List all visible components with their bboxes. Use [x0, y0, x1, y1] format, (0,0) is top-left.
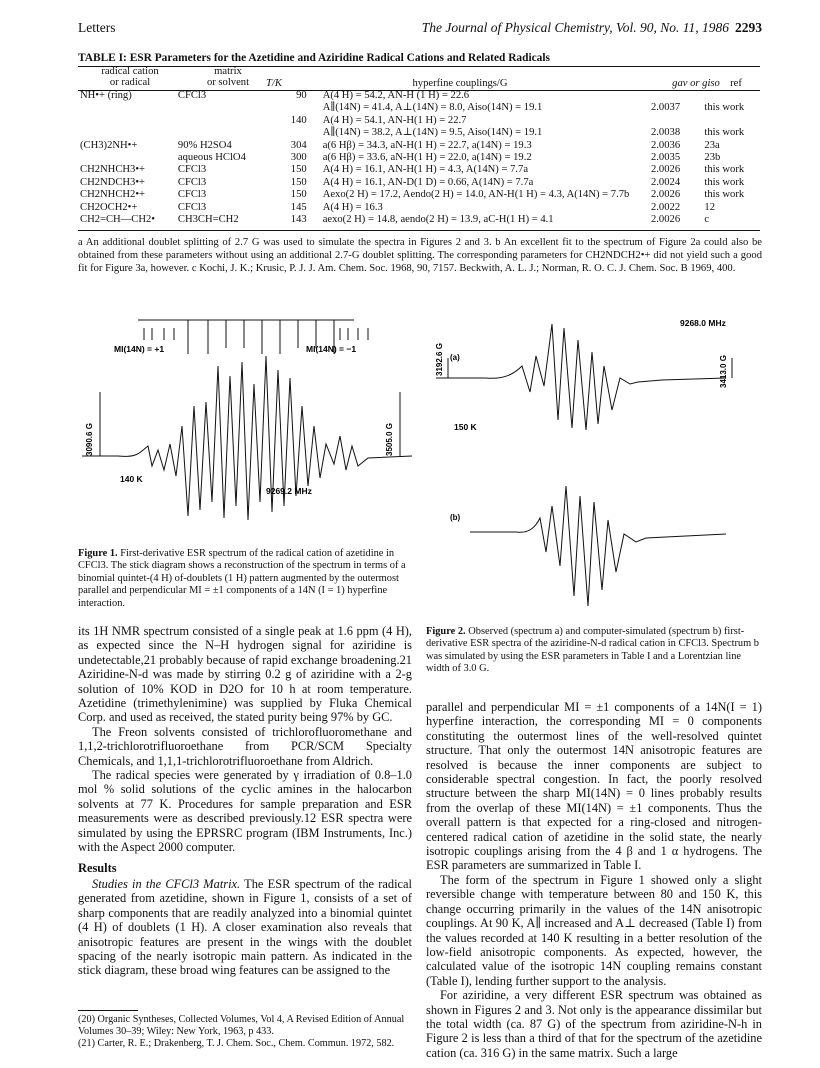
cell-coupling: A∥(14N) = 41.4, A⊥(14N) = 8.0, Aiso(14N) = 19.1	[322, 102, 543, 114]
fig2-field-left: 3192.6 G	[435, 343, 444, 376]
cell-radical	[78, 152, 176, 164]
cell-matrix: aqueous HClO4	[177, 152, 246, 164]
cell-radical: NH•+ (ring)	[80, 90, 132, 101]
cell-g: 2.0026	[650, 214, 681, 226]
cell-g: 2.0036	[650, 139, 681, 151]
right-p1: parallel and perpendicular MI = ±1 components of a 14N(I = 1) hyperfine interaction, the corresponding MI = 0 components constituting the outermost lines of the well-resolved quintet structure. That only the outermost 14N anisotropic features are resolved is because the inner components are subject to considerable spectral congestion. In fact, the poorly resolved structure between the sharp MI(14N) = 0 lines probably results from the overlap of these MI(14N) = ±1 components. Thus the overall pattern is that expected for a ring-closed and nitrogen-centered radical cation of azetidine in the solid state, the nearly isotropic couplings arising from the 4 β and 1 α hydrogens. The ESR parameters are summarized in Table I.	[426, 700, 762, 873]
cell-matrix: 90% H2SO4	[177, 139, 232, 151]
cell-radical	[78, 115, 176, 127]
left-p3: The radical species were generated by γ irradiation of 0.8–1.0 mol % solid solutions of the cyclic amines in the halocarbon solvents at 77 K. Procedures for sample preparation and ESR measurements were as described previously.12 ESR spectra were simulated by using the EPRSRC program (IBM Instruments, Inc.) with the Aspect 2000 computer.	[78, 768, 412, 855]
cell-g: 2.0022	[650, 201, 681, 213]
table-row	[78, 152, 760, 164]
fig2-freq: 9268.0 MHz	[680, 318, 726, 328]
cell-ref: 12	[704, 201, 716, 213]
cell-t: 300	[290, 152, 307, 164]
cell-g	[649, 115, 702, 127]
cell-ref: this work	[704, 164, 745, 176]
table-bottom-rule	[78, 230, 760, 231]
table-row	[78, 214, 760, 226]
cell-matrix: CH3CH=CH2	[177, 214, 239, 226]
right-p2: The form of the spectrum in Figure 1 showed only a slight reversible change with temperature between 80 and 150 K, this change occurring primarily in the values of the 14N anisotropic couplings. At 90 K, A∥ increased and A⊥ decreased (Table I) from the values recorded at 140 K resulting in a better resolution of the low-field anisotropic components. As expected, however, the calculated value of the isotropic 14N coupling remains constant (Table I), lending further support to the analysis.	[426, 872, 762, 988]
cell-radical: CH2OCH2•+	[80, 201, 138, 213]
cell-t: 143	[290, 214, 307, 226]
cell-coupling: aexo(2 H) = 14.8, aendo(2 H) = 13.9, aC-H(1 H) = 4.1	[322, 214, 554, 226]
cell-ref: this work	[704, 189, 745, 201]
figure1-caption: Figure 1. First-derivative ESR spectrum of the radical cation of azetidine in CFCl3. The stick diagram shows a reconstruction of the spectrum in terms of a binomial quintet-(4 H) of-doublets (1 H) pattern augmented by the outermost parallel and perpendicular MI = ±1 components of a 14N (I = 1) hyperfine interaction.	[78, 548, 406, 609]
cell-t: 304	[290, 139, 307, 151]
ref-20: (20) Organic Syntheses, Collected Volumes, Vol 4, A Revised Edition of Annual Volumes 30–39; Wiley: New York, 1963, p 433.	[78, 1014, 405, 1037]
fig1-label-minus: MI(14N) = −1	[306, 344, 357, 354]
th-radical: radical cation or radical	[101, 66, 159, 89]
cell-matrix	[176, 115, 266, 127]
right-p3: For aziridine, a very different ESR spectrum was obtained as shown in Figures 2 and 3. Not only is the appearance dissimilar but the total width (ca. 87 G) of the spectrum from aziridine-N-h in Figure 2 is less than a third of that for the spectrum of the azetidine cation (ca. 316 G) in the same matrix. Such a large	[426, 988, 762, 1060]
ref-21: (21) Carter, R. E.; Drakenberg, T. J. Chem. Soc., Chem. Commun. 1972, 582.	[78, 1038, 395, 1049]
left-p2: The Freon solvents consisted of trichlorofluoromethane and 1,1,2-trichlorotrifluoroethane from PCR/SCM Specialty Chemicals, and 1,1,1-trichlorotrifluoroethane from Aldrich.	[78, 724, 412, 768]
cell-matrix	[176, 102, 266, 114]
cell-coupling: a(6 Hβ) = 34.3, aN-H(1 H) = 22.7, a(14N) = 19.3	[322, 139, 532, 151]
fig2-label-a: (a)	[450, 353, 460, 362]
fig2-temp: 150 K	[454, 422, 477, 432]
cell-g	[649, 90, 702, 102]
table-row	[78, 127, 760, 139]
figure2-trace-a	[436, 324, 726, 430]
right-column	[426, 700, 762, 1060]
cell-coupling: A(4 H) = 54.1, AN-H(1 H) = 22.7	[322, 114, 467, 126]
th-g: gav or giso	[672, 78, 720, 89]
cell-coupling: a(6 Hβ) = 33.6, aN-H(1 H) = 22.0, a(14N) = 19.2	[322, 152, 532, 164]
table-row	[78, 90, 760, 102]
table-row	[78, 177, 760, 189]
cell-coupling: Aexo(2 H) = 17.2, Aendo(2 H) = 14.0, AN-H(1 H) = 4.3, A(14N) = 7.7b	[322, 189, 630, 201]
fig2-label-b: (b)	[450, 513, 461, 522]
cell-coupling: A(4 H) = 54.2, AN-H (1 H) = 22.6	[322, 90, 470, 101]
cell-matrix	[176, 127, 266, 139]
cell-g: 2.0026	[650, 189, 681, 201]
cell-ref: this work	[704, 176, 745, 188]
cell-radical	[78, 102, 176, 114]
table-row	[78, 189, 760, 201]
figure1-spectrum	[78, 306, 412, 536]
fig2-field-right: 3413.0 G	[719, 355, 728, 388]
table-row	[78, 202, 760, 214]
figure2-spectra	[426, 306, 762, 628]
table-row	[78, 140, 760, 152]
th-ref: ref	[730, 78, 742, 89]
th-couplings: hyperfine couplings/G	[412, 78, 508, 89]
journal-name: The Journal of Physical Chemistry, Vol. 90, No. 11, 1986	[421, 20, 729, 35]
table-row	[78, 164, 760, 176]
cell-t: 145	[290, 201, 307, 213]
cell-ref: this work	[704, 102, 745, 114]
cell-coupling: A(4 H) = 16.1, AN-D(1 D) = 0.66, A(14N) = 7.7a	[322, 176, 534, 188]
references	[78, 1014, 412, 1050]
cell-radical	[78, 127, 176, 139]
cell-t	[266, 127, 321, 139]
cell-g: 2.0037	[650, 102, 681, 114]
cell-ref: this work	[704, 127, 745, 139]
cell-t: 140	[290, 114, 307, 126]
cell-t	[266, 102, 321, 114]
fig1-freq: 9269.2 MHz	[266, 486, 312, 496]
cell-coupling: A∥(14N) = 38.2, A⊥(14N) = 9.5, Aiso(14N) = 19.1	[322, 127, 543, 139]
left-column	[78, 624, 412, 978]
cell-matrix: CFCl3	[177, 189, 207, 201]
figure2-trace-b	[470, 486, 726, 606]
cell-radical: CH2=CH—CH2•	[80, 214, 156, 226]
cell-ref: 23a	[704, 139, 720, 151]
cell-matrix: CFCl3	[177, 176, 207, 188]
cell-matrix: CFCl3	[177, 201, 207, 213]
cell-radical: CH2NDCH3•+	[80, 176, 146, 188]
fig1-temp: 140 K	[120, 474, 143, 484]
left-p4: Studies in the CFCl3 Matrix. The ESR spectrum of the radical generated from azetidine, shown in Figure 1, consists of a set of sharp components that are readily analyzed into a binomial quintet (4 H) of doublets (1 H). A closer examination also reveals that anisotropic features are present in the wings with the doublet spacing of the nearly isotropic main pattern. As indicated in the stick diagram, these broad wing features can be assigned to the	[78, 876, 413, 978]
cell-radical: CH2NHCH3•+	[80, 164, 146, 176]
cell-matrix: CFCl3	[177, 164, 207, 176]
refs-rule	[78, 1010, 138, 1011]
left-p1: its 1H NMR spectrum consisted of a single peak at 1.6 ppm (4 H), as expected since the N–H hydrogen signal for aziridine is undetectable,21 probably because of rapid exchange broadening.21 Aziridine-N-d was made by stirring 0.2 g of aziridine with a 2-g solution of 10% KOD in D2O for 10 h at room temperature. Azetidine (trimethylenimine) was supplied by Fluka Chemical Corp. and used as received, the stated purity being 97% by GC.	[78, 624, 412, 725]
cell-ref	[702, 115, 760, 127]
running-head-left: Letters	[78, 20, 116, 35]
fig1-field-left: 3090.6 G	[85, 423, 94, 456]
cell-g: 2.0026	[650, 164, 681, 176]
page-number: 2293	[735, 20, 762, 35]
table-title: TABLE I: ESR Parameters for the Azetidine and Aziridine Radical Cations and Related Radicals	[78, 52, 550, 64]
cell-ref: 23b	[704, 152, 721, 164]
running-head-right	[422, 20, 762, 36]
th-matrix: matrix or solvent	[206, 66, 250, 89]
table-row	[78, 115, 760, 127]
fig1-field-right: 3505.0 G	[385, 423, 394, 456]
cell-coupling: A(4 H) = 16.3	[322, 201, 383, 213]
cell-radical: CH2NHCH2•+	[80, 189, 146, 201]
figure1-trace	[82, 356, 412, 520]
cell-g: 2.0024	[650, 176, 681, 188]
cell-g: 2.0035	[650, 152, 681, 164]
cell-matrix: CFCl3	[177, 90, 207, 101]
cell-radical: (CH3)2NH•+	[80, 139, 138, 151]
cell-t: 90	[296, 90, 307, 101]
cell-ref: c	[704, 214, 710, 226]
th-temp: T/K	[266, 78, 282, 89]
figure2-caption: Figure 2. Observed (spectrum a) and computer-simulated (spectrum b) first-derivative ESR spectra of the aziridine-N-d radical cation in CFCl3. Spectrum b was simulated by using the ESR parameters in Table I and a Lorentzian line width of 3.0 G.	[426, 626, 759, 675]
cell-ref	[702, 90, 760, 102]
section-results: Results	[78, 860, 117, 875]
cell-coupling: A(4 H) = 16.1, AN-H(1 H) = 4.3, A(14N) = 7.7a	[322, 164, 529, 176]
cell-t: 150	[290, 189, 307, 201]
fig1-label-plus: MI(14N) = +1	[114, 344, 165, 354]
cell-g: 2.0038	[650, 127, 681, 139]
cell-t: 150	[290, 176, 307, 188]
table-footnote: a An additional doublet splitting of 2.7 G was used to simulate the spectra in Figures 2 and 3. b An excellent fit to the spectrum of Figure 2a could also be obtained from these parameters without using an additional 2.7-G doublet splitting. The corresponding parameters for CH2NDCH2•+ did not yield such a good fit for Figure 3a, however. c Kochi, J. K.; Krusic, P. J. J. Am. Chem. Soc. 1968, 90, 7157. Beckwith, A. L. J.; Norman, R. O. C. J. Chem. Soc. B 1969, 400.	[78, 237, 762, 274]
cell-t: 150	[290, 164, 307, 176]
table-row	[78, 102, 760, 114]
esr-table	[78, 90, 760, 226]
